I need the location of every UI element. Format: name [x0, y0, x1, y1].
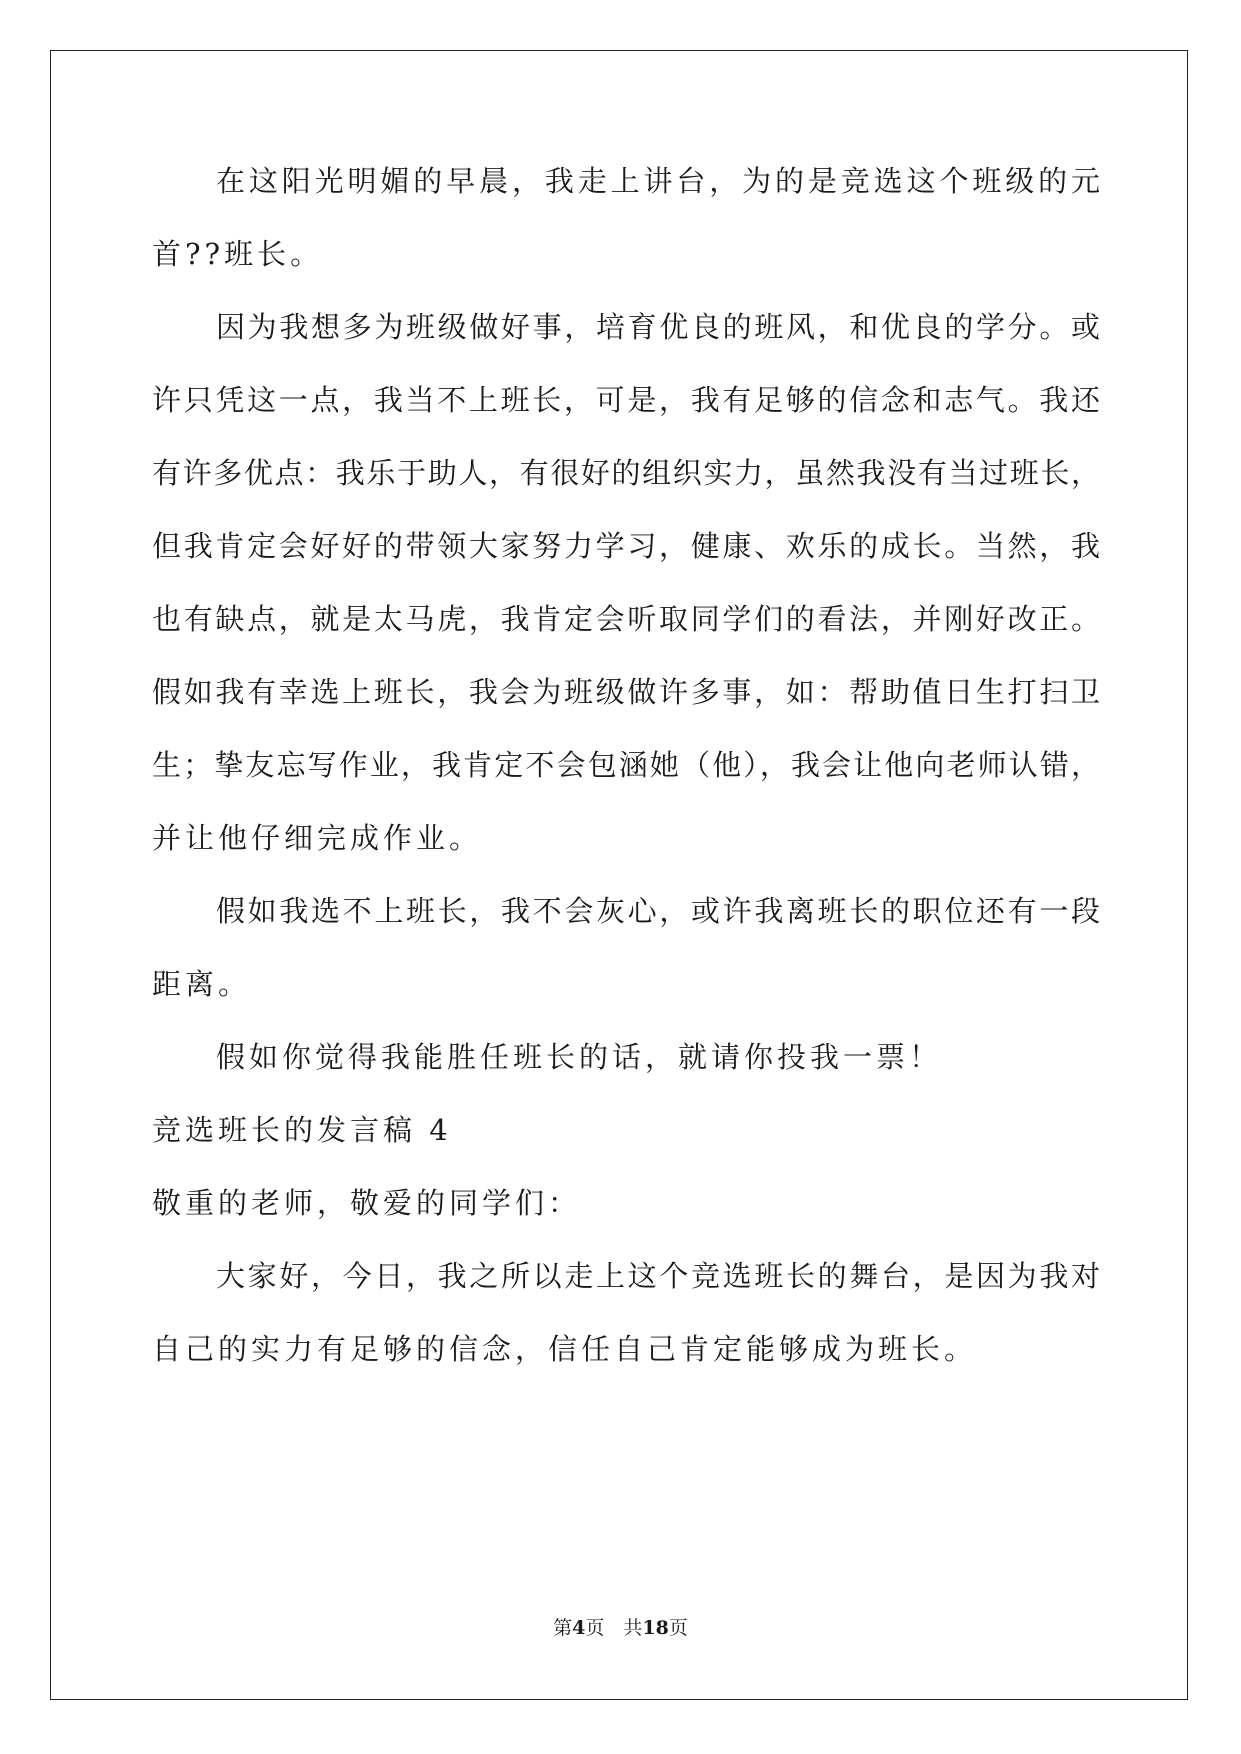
footer-middle: 页 共 [585, 1617, 643, 1639]
paragraph-line: 假如我选不上班长，我不会灰心，或许我离班长的职位还有一段 [216, 894, 1100, 928]
page-border [50, 50, 1188, 1700]
paragraph-line: 首??班长。 [152, 237, 324, 271]
footer-suffix: 页 [668, 1617, 688, 1639]
total-page-number: 18 [642, 1617, 669, 1639]
paragraph-line: 但我肯定会好好的带领大家努力学习，健康、欢乐的成长。当然，我 [152, 529, 1100, 563]
paragraph-line: 大家好，今日，我之所以走上这个竞选班长的舞台，是因为我对 [216, 1259, 1100, 1293]
section-heading: 竞选班长的发言稿 4 [152, 1113, 452, 1147]
paragraph-line: 假如我有幸选上班长，我会为班级做许多事，如：帮助值日生打扫卫 [152, 675, 1100, 709]
page-footer [0, 1616, 1241, 1640]
salutation-line: 敬重的老师，敬爱的同学们： [152, 1186, 582, 1220]
paragraph-line: 因为我想多为班级做好事，培育优良的班风，和优良的学分。或 [216, 310, 1100, 344]
paragraph-line: 距离。 [152, 967, 252, 1001]
paragraph-line: 也有缺点，就是太马虎，我肯定会听取同学们的看法，并刚好改正。 [152, 602, 1100, 636]
paragraph-line: 许只凭这一点，我当不上班长，可是，我有足够的信念和志气。我还 [152, 383, 1100, 417]
paragraph-line: 自己的实力有足够的信念，信任自己肯定能够成为班长。 [152, 1332, 978, 1366]
paragraph-line: 有许多优点：我乐于助人，有很好的组织实力，虽然我没有当过班长， [152, 456, 1100, 490]
paragraph-line: 假如你觉得我能胜任班长的话，就请你投我一票！ [216, 1040, 943, 1074]
footer-prefix: 第 [553, 1617, 573, 1639]
paragraph-line: 并让他仔细完成作业。 [152, 821, 483, 855]
current-page-number: 4 [572, 1617, 586, 1639]
paragraph-line: 生；挚友忘写作业，我肯定不会包涵她（他），我会让他向老师认错， [152, 748, 1100, 782]
paragraph-line: 在这阳光明媚的早晨，我走上讲台，为的是竞选这个班级的元 [216, 164, 1100, 198]
